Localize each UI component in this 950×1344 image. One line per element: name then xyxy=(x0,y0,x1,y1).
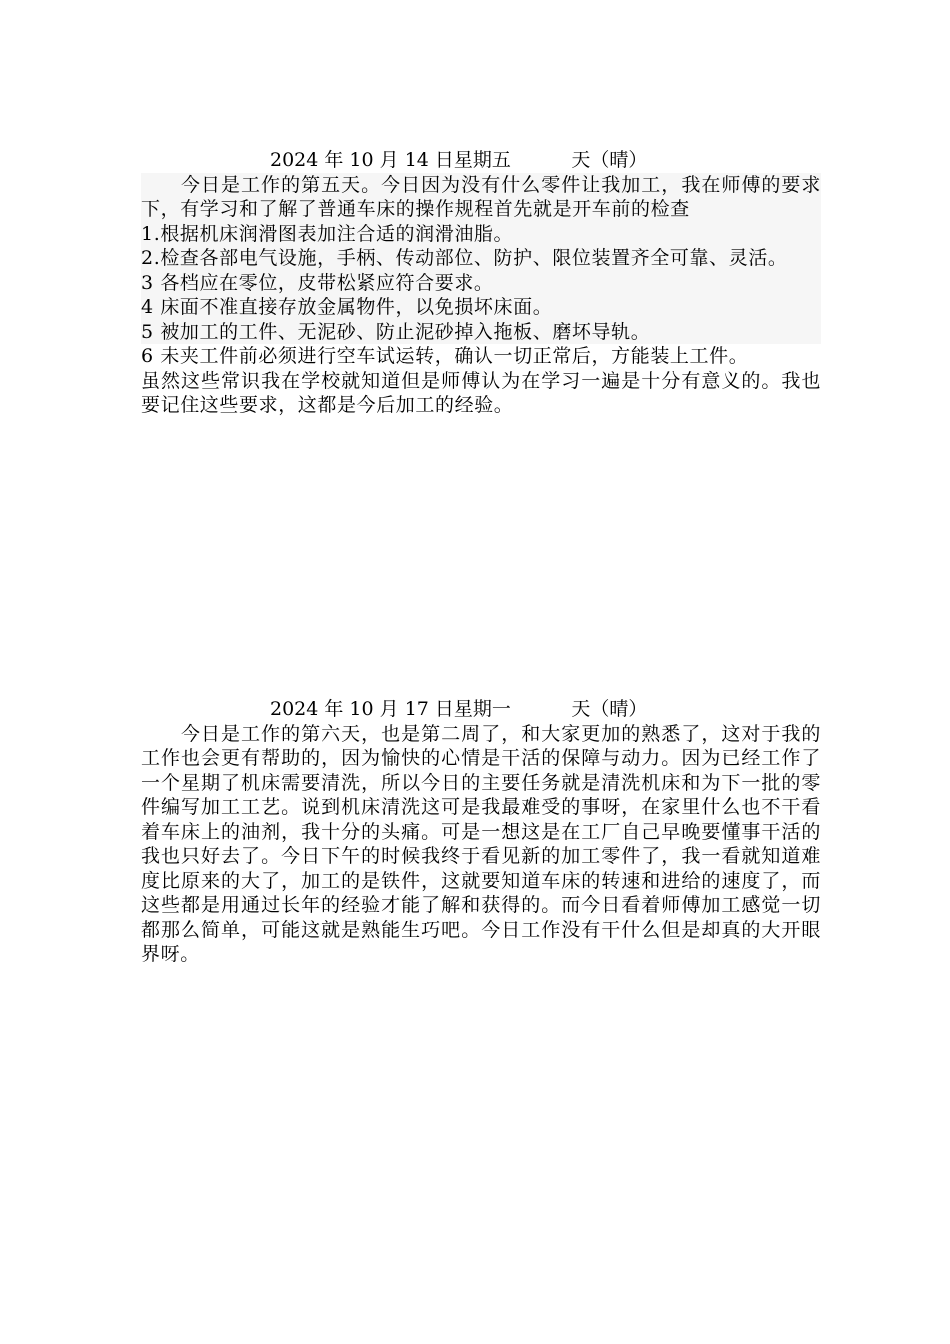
entry-weather: 天（晴） xyxy=(571,149,648,171)
entry-date: 2024 年 10 月 14 日星期五 xyxy=(270,149,511,171)
entry-weather: 天（晴） xyxy=(571,698,648,720)
entry-date: 2024 年 10 月 17 日星期一 xyxy=(270,698,511,720)
checklist-item-5: 5 被加工的工件、无泥砂、防止泥砂掉入拖板、磨坏导轨。 xyxy=(141,320,651,343)
entry-intro-paragraph: 今日是工作的第五天。今日因为没有什么零件让我加工，我在师傅的要求下，有学习和了解了普通车床的操作规程首先就是开车前的检查 xyxy=(141,173,821,220)
entry-heading xyxy=(141,148,821,173)
entry-heading xyxy=(141,697,821,722)
checklist-item-1: 1.根据机床润滑图表加注合适的润滑油脂。 xyxy=(141,222,514,245)
entry-closing-paragraph: 虽然这些常识我在学校就知道但是师傅认为在学习一遍是十分有意义的。我也要记住这些要求，这都是今后加工的经验。 xyxy=(141,369,821,416)
checklist-item-6: 6 未夹工件前必须进行空车试运转，确认一切正常后，方能装上工件。 xyxy=(141,345,749,367)
checklist-item-4: 4 床面不准直接存放金属物件，以免损坏床面。 xyxy=(141,296,553,318)
checklist-item-3: 3 各档应在零位，皮带松紧应符合要求。 xyxy=(141,271,494,294)
entry-content-shaded xyxy=(141,173,821,345)
checklist-item-2: 2.检查各部电气设施，手柄、传动部位、防护、限位装置齐全可靠、灵活。 xyxy=(141,247,788,269)
diary-entry-2 xyxy=(141,697,821,967)
entry-body-paragraph: 今日是工作的第六天，也是第二周了，和大家更加的熟悉了，这对于我的工作也会更有帮助的，因为愉快的心情是干活的保障与动力。因为已经工作了一个星期了机床需要清洗，所以今日的主要任务就是清洗机床和为下一批的零件编写加工工艺。说到机床清洗这可是我最难受的事呀，在家里什么也不干看着车床上的油剂，我十分的头痛。可是一想这是在工厂自己早晚要懂事干活的我也只好去了。今日下午的时候我终于看见新的加工零件了，我一看就知道难度比原来的大了，加工的是铁件，这就要知道车床的转速和进给的速度了，而这些都是用通过长年的经验才能了解和获得的。而今日看着师傅加工感觉一切都那么简单，可能这就是熟能生巧吧。今日工作没有干什么但是却真的大开眼界呀。 xyxy=(141,722,821,965)
diary-entry-1 xyxy=(141,148,821,418)
